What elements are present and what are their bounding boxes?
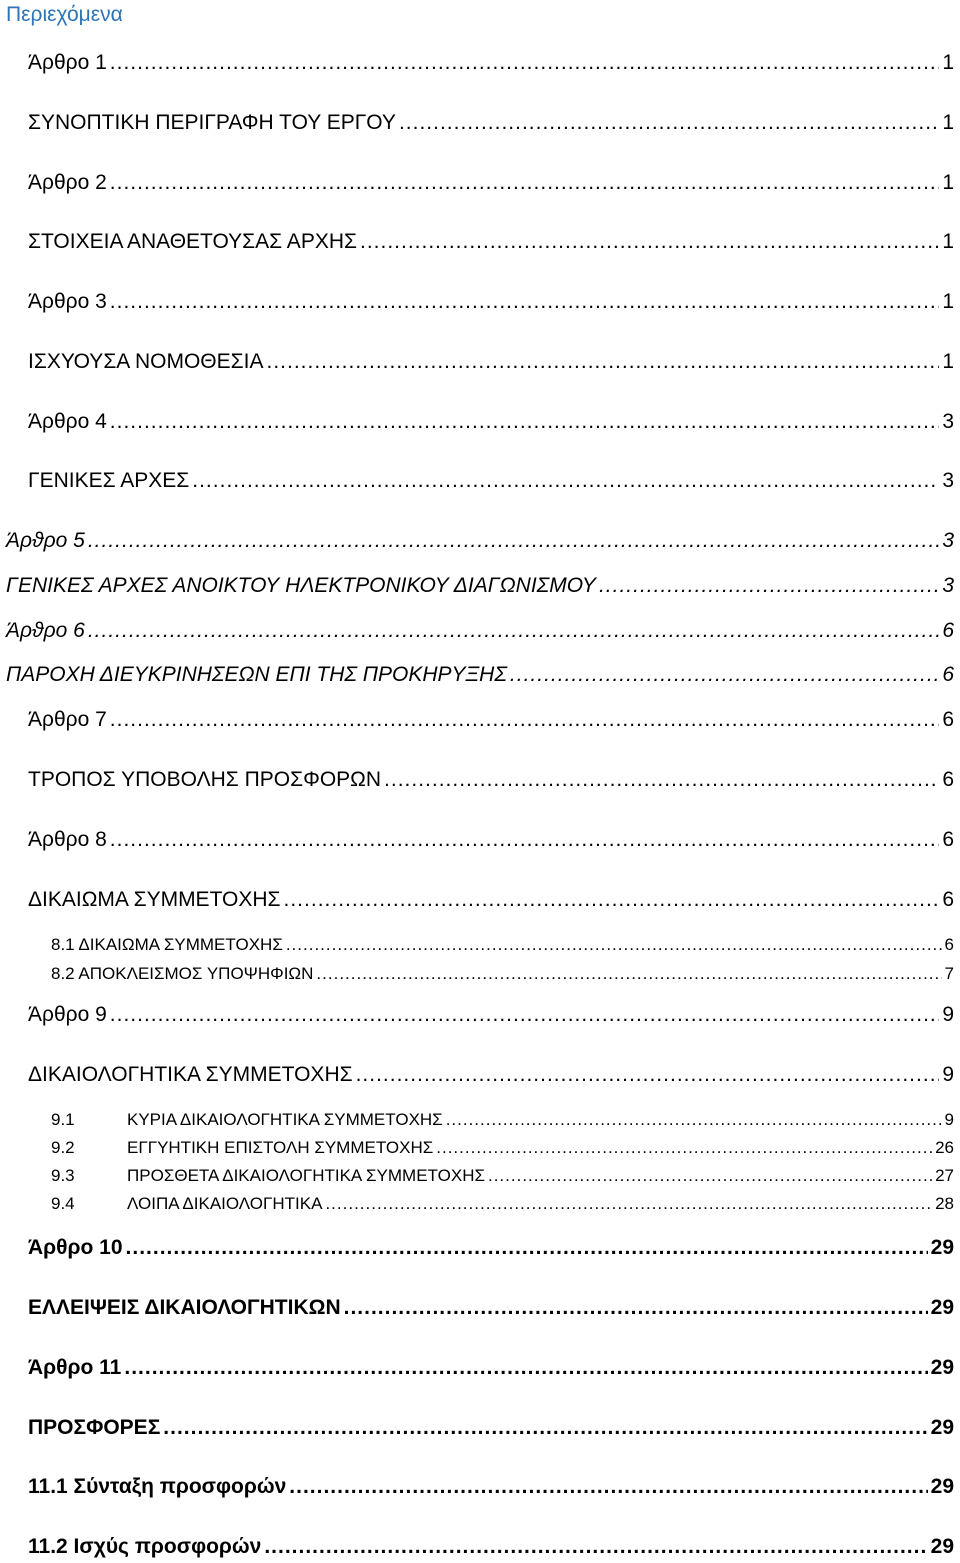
toc-entry-label: Άρθρο 11 <box>28 1356 122 1379</box>
toc-entry-page: 1 <box>942 111 954 134</box>
toc-entry-label: Άρθρο 1 <box>28 51 107 74</box>
toc-entry-page: 9 <box>942 1063 954 1086</box>
toc-entry-page: 6 <box>942 768 954 791</box>
toc-entry-label: 8.2 ΑΠΟΚΛΕΙΣΜΟΣ ΥΠΟΨΗΦΙΩΝ <box>51 964 314 983</box>
toc-entry-label: ΣΥΝΟΠΤΙΚΗ ΠΕΡΙΓΡΑΦΗ ΤΟΥ ΕΡΓΟΥ <box>28 111 396 134</box>
dot-leader <box>264 1533 927 1561</box>
toc-entry[interactable] <box>28 766 954 794</box>
dot-leader <box>599 572 939 600</box>
toc-entry[interactable] <box>51 933 954 957</box>
toc-entry-page: 6 <box>944 935 954 954</box>
toc-entry[interactable] <box>51 1136 954 1160</box>
toc-entry-number: 9.1 <box>51 1110 75 1129</box>
toc-entry-label: ΣΤΟΙΧΕΙΑ ΑΝΑΘΕΤΟΥΣΑΣ ΑΡΧΗΣ <box>28 230 357 253</box>
toc-entry-page: 29 <box>930 1535 954 1558</box>
toc-entry[interactable] <box>28 706 954 734</box>
toc-entry-label: Άρθρο 8 <box>28 828 107 851</box>
toc-entry[interactable] <box>28 288 954 316</box>
toc-entry-page: 6 <box>942 619 954 642</box>
dot-leader <box>436 1136 932 1160</box>
toc-entry-label: Άρθρο 10 <box>28 1236 123 1259</box>
dot-leader <box>124 1354 927 1382</box>
toc-entry-label: 11.2 Ισχύς προσφορών <box>28 1535 262 1558</box>
dot-leader <box>110 288 940 316</box>
toc-entry-label: Άρθρο 9 <box>28 1003 107 1026</box>
toc-entry[interactable] <box>28 826 954 854</box>
toc-entry[interactable] <box>28 49 954 77</box>
toc-entry-label: Άρθρο 7 <box>28 708 107 731</box>
toc-entry-number: 9.2 <box>51 1138 75 1157</box>
toc-entry[interactable] <box>51 1164 954 1188</box>
toc-entry-page: 28 <box>935 1194 954 1213</box>
toc-entry-page: 6 <box>942 663 954 686</box>
toc-entry-label: Άρθρο 2 <box>28 171 107 194</box>
dot-leader <box>344 1294 928 1322</box>
dot-leader <box>284 886 940 914</box>
dot-leader <box>446 1108 942 1132</box>
toc-entry-label: Άρθρο 4 <box>28 410 107 433</box>
toc-entry-label: Άρθρο 3 <box>28 290 107 313</box>
toc-entry-page: 3 <box>942 469 954 492</box>
toc-entry[interactable] <box>6 617 954 645</box>
toc-entry[interactable] <box>28 1414 954 1442</box>
toc-entry-page: 9 <box>942 1003 954 1026</box>
toc-entry-page: 3 <box>942 574 954 597</box>
toc-entry[interactable] <box>28 467 954 495</box>
toc-entry-label: 11.1 Σύνταξη προσφορών <box>28 1475 287 1498</box>
toc-entry[interactable] <box>51 1108 954 1132</box>
dot-leader <box>110 826 940 854</box>
toc-entry-page: 6 <box>942 888 954 911</box>
toc-entry[interactable] <box>28 1061 954 1089</box>
dot-leader <box>110 706 940 734</box>
toc-entry-page: 29 <box>930 1356 954 1379</box>
toc-entry[interactable] <box>6 527 954 555</box>
toc-entry[interactable] <box>28 1533 954 1561</box>
toc-entry-label: ΕΓΓΥΗΤΙΚΗ ΕΠΙΣΤΟΛΗ ΣΥΜΜΕΤΟΧΗΣ <box>127 1138 434 1157</box>
toc-entry[interactable] <box>6 661 954 689</box>
toc-entry-page: 7 <box>944 964 954 983</box>
toc-entry[interactable] <box>28 109 954 137</box>
toc-entry-page: 6 <box>942 828 954 851</box>
toc-entry-page: 29 <box>930 1416 954 1439</box>
dot-leader <box>192 467 939 495</box>
dot-leader <box>266 348 939 376</box>
toc-entry-page: 1 <box>942 230 954 253</box>
toc-entry-label: ΔΙΚΑΙΟΛΟΓΗΤΙΚΑ ΣΥΜΜΕΤΟΧΗΣ <box>28 1063 353 1086</box>
toc-entry-page: 27 <box>935 1166 954 1185</box>
dot-leader <box>384 766 939 794</box>
toc-entry-page: 1 <box>942 51 954 74</box>
toc-entry-label: ΔΙΚΑΙΩΜΑ ΣΥΜΜΕΤΟΧΗΣ <box>28 888 281 911</box>
toc-entry[interactable] <box>28 348 954 376</box>
toc-entry-label: ΤΡΟΠΟΣ ΥΠΟΒΟΛΗΣ ΠΡΟΣΦΟΡΩΝ <box>28 768 382 791</box>
dot-leader <box>126 1234 928 1262</box>
toc-entry[interactable] <box>28 1473 954 1501</box>
dot-leader <box>356 1061 940 1089</box>
toc-entry-number: 9.3 <box>51 1166 75 1185</box>
toc-entry[interactable] <box>28 886 954 914</box>
toc-entry-label: 8.1 ΔΙΚΑΙΩΜΑ ΣΥΜΜΕΤΟΧΗΣ <box>51 935 283 954</box>
dot-leader <box>316 962 941 986</box>
dot-leader <box>286 933 942 957</box>
toc-entry-page: 1 <box>942 171 954 194</box>
toc-entry[interactable] <box>51 1192 954 1216</box>
toc-entry-label: Άρϑρο 6 <box>6 619 85 642</box>
toc-entry[interactable] <box>28 1234 954 1262</box>
toc-entry-label: ΛΟΙΠΑ ΔΙΚΑΙΟΛΟΓΗΤΙΚΑ <box>127 1194 323 1213</box>
toc-entry-page: 26 <box>935 1138 954 1157</box>
toc-entry[interactable] <box>28 408 954 436</box>
toc-entry-page: 29 <box>930 1475 954 1498</box>
toc-entry-number: 9.4 <box>51 1194 75 1213</box>
toc-entry-label: ΠΡΟΣΦΟΡΕΣ <box>28 1416 161 1439</box>
toc-entry[interactable] <box>6 572 954 600</box>
toc-entry-page: 3 <box>942 410 954 433</box>
dot-leader <box>289 1473 927 1501</box>
dot-leader <box>110 169 940 197</box>
toc-entry-page: 6 <box>942 708 954 731</box>
toc-entry[interactable] <box>28 1001 954 1029</box>
toc-entry-label: Άρϑρο 5 <box>6 529 85 552</box>
toc-entry-page: 3 <box>942 529 954 552</box>
dot-leader <box>110 1001 940 1029</box>
toc-entry-page: 29 <box>930 1296 954 1319</box>
toc-entry-page: 29 <box>930 1236 954 1259</box>
toc-entry-page: 9 <box>944 1110 954 1129</box>
toc-entry-label: ΓΕΝΙΚΕΣ ΑΡΧΕΣ <box>28 469 190 492</box>
toc-entry[interactable] <box>28 228 954 256</box>
dot-leader <box>510 661 939 689</box>
dot-leader <box>325 1192 932 1216</box>
dot-leader <box>399 109 939 137</box>
dot-leader <box>88 527 940 555</box>
dot-leader <box>488 1164 932 1188</box>
toc-entry[interactable] <box>28 169 954 197</box>
toc-entry-label: ΓΕΝΙΚΕΣ ΑΡΧΕΣ ΑΝΟΙΚΤΟΥ ΗΛΕΚΤΡΟΝΙΚΟΥ ΔΙΑΓΩΝΙΣΜΟΥ <box>6 574 596 597</box>
toc-entry-label: ΠΡΟΣΘΕΤΑ ΔΙΚΑΙΟΛΟΓΗΤΙΚΑ ΣΥΜΜΕΤΟΧΗΣ <box>127 1166 485 1185</box>
toc-entry[interactable] <box>51 962 954 986</box>
dot-leader <box>88 617 940 645</box>
toc-entry-label: ΚΥΡΙΑ ΔΙΚΑΙΟΛΟΓΗΤΙΚΑ ΣΥΜΜΕΤΟΧΗΣ <box>127 1110 443 1129</box>
toc-entry-label: ΠΑΡΟΧΗ ΔΙΕΥΚΡΙΝΗΣΕΩΝ ΕΠΙ ΤΗΣ ΠΡΟΚΗΡΥΞΗΣ <box>6 663 507 686</box>
dot-leader <box>360 228 939 256</box>
toc-entry[interactable] <box>28 1294 954 1322</box>
toc-entry-label: ΙΣΧΥΟΥΣΑ ΝΟΜΟΘΕΣΙΑ <box>28 350 264 373</box>
dot-leader <box>110 49 940 77</box>
toc-entry[interactable] <box>28 1354 954 1382</box>
toc-entry-page: 1 <box>942 350 954 373</box>
toc-entry-page: 1 <box>942 290 954 313</box>
dot-leader <box>163 1414 927 1442</box>
toc-heading: Περιεχόμενα <box>6 3 123 26</box>
toc-entry-label: ΕΛΛΕΙΨΕΙΣ ΔΙΚΑΙΟΛΟΓΗΤΙΚΩΝ <box>28 1296 341 1319</box>
dot-leader <box>110 408 940 436</box>
